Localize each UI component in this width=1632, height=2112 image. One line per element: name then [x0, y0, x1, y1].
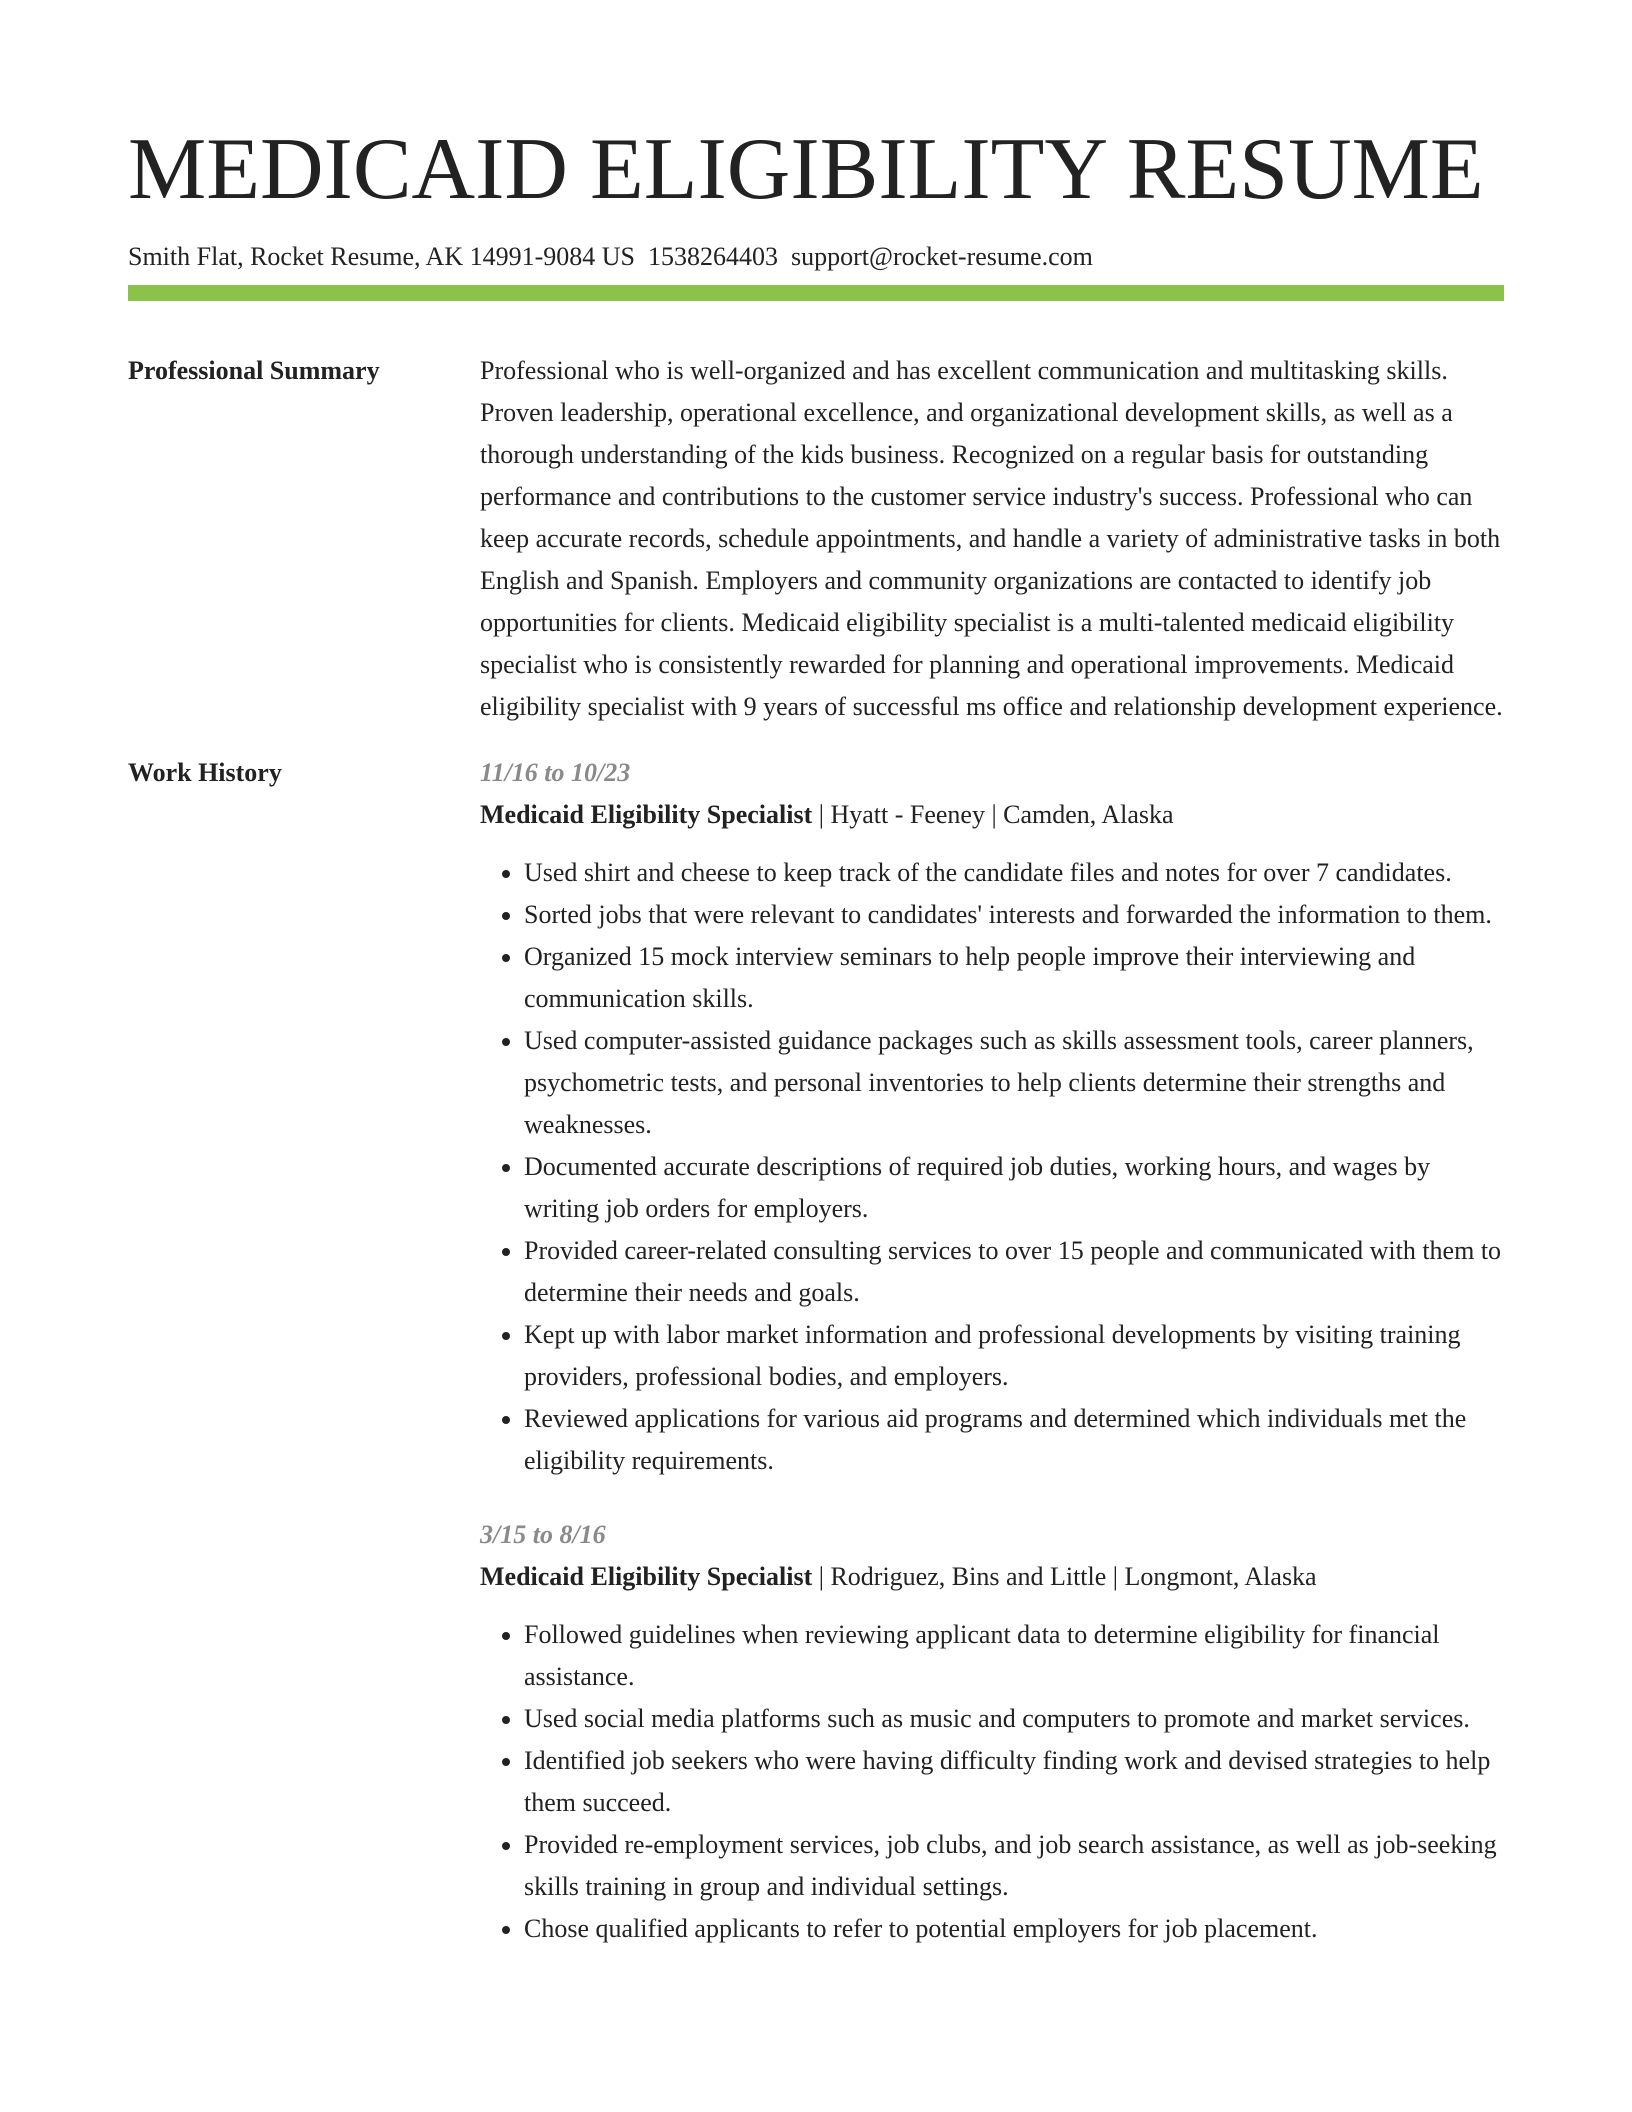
summary-text: Professional who is well-organized and has excellent communication and multitasking skills. Proven leadership, operational excellence, and organizational development skills, as well as a thorough understanding of the kids business. Recognized on a regular basis for outstanding performance and contributions to the customer service industry's success. Professional who can keep accurate records, schedule appointments, and handle a variety of administrative tasks in both English and Spanish. Employers and community organizations are contacted to identify job opportunities for clients. Medicaid eligibility specialist is a multi-talented medicaid eligibility specialist who is consistently rewarded for planning and operational improvements. Medicaid eligibility specialist with 9 years of successful ms office and relationship development experience. [480, 356, 1503, 721]
job-dates: 3/15 to 8/16 [480, 1520, 606, 1549]
contact-address: Smith Flat, Rocket Resume, AK 14991-9084 US [128, 242, 635, 271]
job-bullet: • Identified job seekers who were having difficulty finding work and devised strategies to help them succeed. [524, 1740, 1504, 1824]
job-bullet: • Organized 15 mock interview seminars to help people improve their interviewing and communication skills. [524, 936, 1504, 1020]
professional-summary-body [480, 350, 1504, 728]
job-entry [480, 752, 1504, 1482]
accent-divider [128, 285, 1504, 301]
job-bullet-list [480, 1614, 1504, 1950]
job-bullet: • Documented accurate descriptions of required job duties, working hours, and wages by writing job orders for employers. [524, 1146, 1504, 1230]
job-bullet: • Followed guidelines when reviewing applicant data to determine eligibility for financial assistance. [524, 1614, 1504, 1698]
section-label-work-history: Work History [128, 758, 282, 787]
job-bullet: • Kept up with labor market information and professional developments by visiting training providers, professional bodies, and employers. [524, 1314, 1504, 1398]
contact-phone: 1538264403 [648, 242, 778, 271]
job-bullet: • Provided career-related consulting services to over 15 people and communicated with them to determine their needs and goals. [524, 1230, 1504, 1314]
job-bullet: • Provided re-employment services, job clubs, and job search assistance, as well as job-seeking skills training in group and individual settings. [524, 1824, 1504, 1908]
job-bullet: • Used shirt and cheese to keep track of the candidate files and notes for over 7 candidates. [524, 852, 1504, 894]
job-bullet: • Reviewed applications for various aid programs and determined which individuals met the eligibility requirements. [524, 1398, 1504, 1482]
contact-email: support@rocket-resume.com [791, 242, 1093, 271]
job-title: Medicaid Eligibility Specialist [480, 1562, 813, 1591]
job-bullet: • Used social media platforms such as music and computers to promote and market services. [524, 1698, 1504, 1740]
job-heading [480, 1556, 1504, 1598]
job-bullet: • Used computer-assisted guidance packages such as skills assessment tools, career planners, psychometric tests, and personal inventories to help clients determine their strengths and weaknesses. [524, 1020, 1504, 1146]
resume-title: MEDICAID ELIGIBILITY RESUME [128, 121, 1484, 218]
work-history-body [480, 752, 1504, 1982]
section-label-professional-summary: Professional Summary [128, 356, 380, 385]
resume-content [128, 350, 1504, 1982]
job-heading [480, 794, 1504, 836]
job-details: | Hyatt - Feeney | Camden, Alaska [818, 800, 1174, 829]
job-dates: 11/16 to 10/23 [480, 758, 631, 787]
job-bullet: • Chose qualified applicants to refer to potential employers for job placement. [524, 1908, 1504, 1950]
job-entry [480, 1514, 1504, 1950]
job-bullet: • Sorted jobs that were relevant to candidates' interests and forwarded the information to them. [524, 894, 1504, 936]
professional-summary-section [128, 350, 1504, 728]
work-history-section [128, 752, 1504, 1982]
contact-line [128, 240, 1504, 274]
job-title: Medicaid Eligibility Specialist [480, 800, 813, 829]
job-bullet-list [480, 852, 1504, 1482]
resume-header [128, 118, 1504, 274]
job-details: | Rodriguez, Bins and Little | Longmont, Alaska [818, 1562, 1317, 1591]
